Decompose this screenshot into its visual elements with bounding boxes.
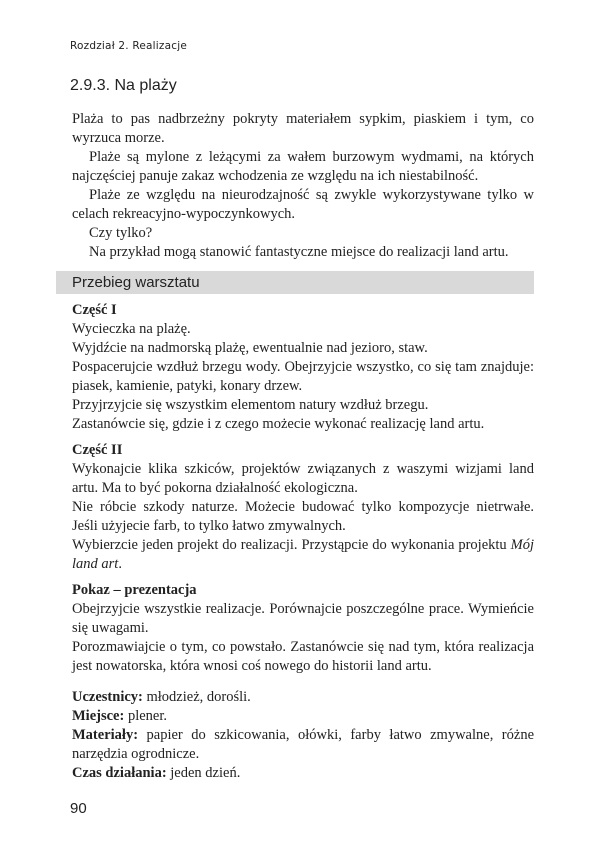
section-bar-label: Przebieg warsztatu: [72, 274, 200, 291]
part-heading: Pokaz – prezentacja: [72, 582, 197, 598]
detail-label: Czas działania:: [72, 765, 167, 781]
workshop-details: [72, 688, 534, 783]
running-head: Rozdział 2. Realizacje: [70, 40, 188, 52]
detail-label: Materiały:: [72, 727, 139, 743]
part-line: Zastanówcie się, gdzie i z czego możecie wykonać realizację land artu.: [72, 416, 485, 432]
page-number: 90: [70, 800, 87, 817]
detail-value: papier do szkicowania, ołówki, farby łatwo zmywalne, różne narzędzia ogrodnicze.: [72, 727, 534, 762]
detail-materials: [72, 726, 534, 764]
part-line: Przyjrzyjcie się wszystkim elementom natury wzdłuż brzegu.: [72, 397, 429, 413]
detail-value: plener.: [124, 708, 168, 724]
part-line: Wyjdźcie na nadmorską plażę, ewentualnie nad jezioro, staw.: [72, 340, 428, 356]
part-heading: Część II: [72, 442, 123, 458]
part-line: Wycieczka na plażę.: [72, 321, 191, 337]
detail-value: jeden dzień.: [166, 765, 241, 781]
part-two-section: [72, 441, 534, 574]
section-title: 2.9.3. Na plaży: [70, 77, 177, 94]
part-line: Pospacerujcie wzdłuż brzegu wody. Obejrzyjcie wszystko, co się tam znajduje: piasek, kamienie, patyki, konary drzew.: [72, 359, 534, 394]
part-line: [72, 536, 534, 574]
part-line-punctuation: .: [118, 556, 122, 572]
project-title: Mój land art: [72, 537, 534, 572]
part-heading: Część I: [72, 302, 117, 318]
part-line: Obejrzyjcie wszystkie realizacje. Porównajcie poszczególne prace. Wymieńcie się uwagami.: [72, 601, 534, 636]
detail-value: młodzież, dorośli.: [142, 689, 251, 705]
intro-section: [72, 110, 534, 262]
intro-paragraph: Plaże ze względu na nieurodzajność są zwykle wykorzystywane tylko w celach rekreacyjno-wypoczynkowych.: [72, 187, 534, 222]
part-line: Wykonajcie klika szkiców, projektów związanych z waszymi wizjami land artu. Ma to być pokorna działalność ekologiczna.: [72, 461, 534, 496]
detail-label: Miejsce:: [72, 708, 125, 724]
part-line: Nie róbcie szkody naturze. Możecie budować tylko kompozycje nietrwałe. Jeśli użyjecie farb, to tylko łatwo zmywalnych.: [72, 499, 534, 534]
part-line: Porozmawiajcie o tym, co powstało. Zastanówcie się nad tym, która realizacja jest nowatorska, która wnosi coś nowego do historii land artu.: [72, 639, 534, 674]
presentation-section: [72, 581, 534, 676]
intro-paragraph: Plaża to pas nadbrzeżny pokryty materiałem sypkim, piaskiem i tym, co wyrzuca morze.: [72, 111, 534, 146]
detail-time: [72, 764, 534, 783]
detail-participants: [72, 688, 534, 707]
intro-paragraph: Plaże są mylone z leżącymi za wałem burzowym wydmami, na których najczęściej panuje zakaz wchodzenia ze względu na ich niestabilność.: [72, 149, 534, 184]
intro-paragraph: Na przykład mogą stanowić fantastyczne miejsce do realizacji land artu.: [89, 244, 509, 260]
detail-place: [72, 707, 534, 726]
part-one-section: [72, 301, 534, 434]
intro-paragraph: Czy tylko?: [89, 225, 153, 241]
detail-label: Uczestnicy:: [72, 689, 143, 705]
part-line-text: Wybierzcie jeden projekt do realizacji. Przystąpcie do wykonania projektu: [72, 537, 511, 553]
